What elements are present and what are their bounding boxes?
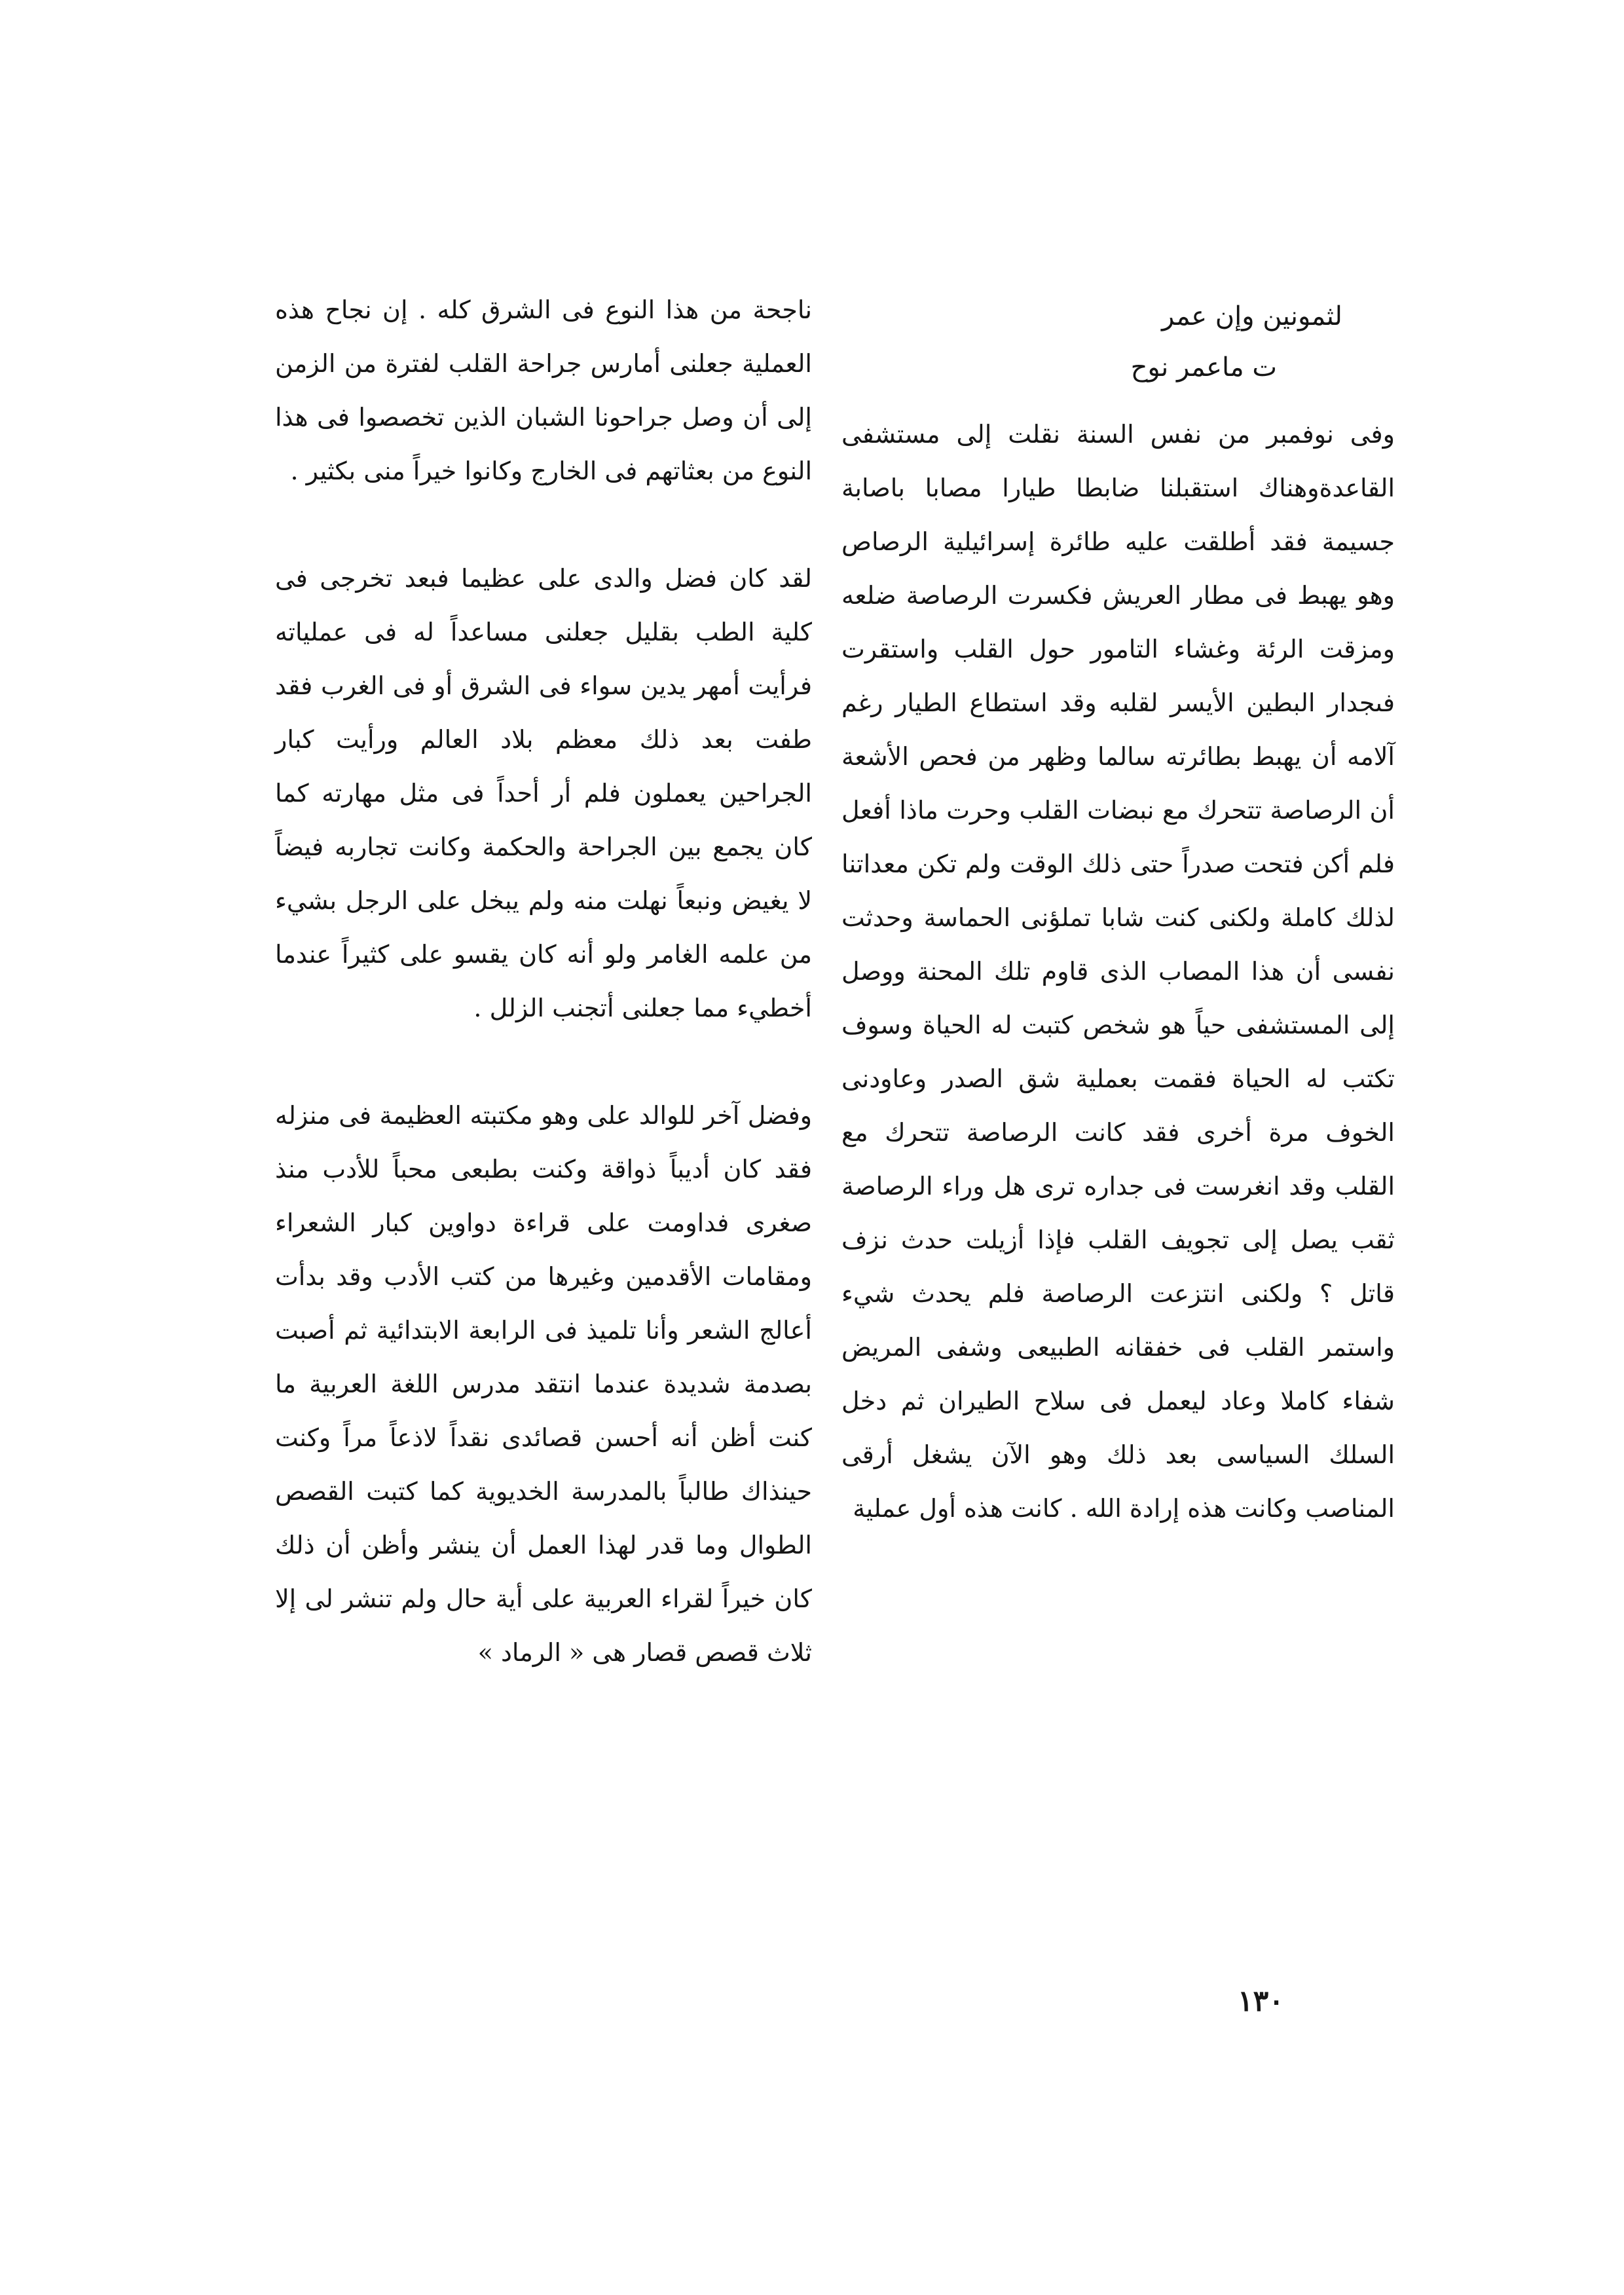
poem-heading: [841, 283, 1395, 407]
paragraph: ناجحة من هذا النوع فى الشرق كله . إن نجاح هذه العملية جعلنى أمارس جراحة القلب لفترة من الزمن إلى أن وصل جراحونا الشبان الذين تخصصوا فى هذا النوع من بعثاتهم فى الخارج وكانوا خيراً منى بكثير .: [275, 295, 812, 485]
page-number: ١٣٠: [1238, 1985, 1284, 2018]
poem-line-1: لثمونين وإن عمر: [1162, 301, 1342, 331]
right-column: [841, 283, 1395, 1535]
paragraph: وفى نوفمبر من نفس السنة نقلت إلى مستشفى القاعدةوهناك استقبلنا ضابطا طيارا مصابا باصابة جسيمة فقد أطلقت عليه طائرة إسرائيلية الرصاص وهو يهبط فى مطار العريش فكسرت الرصاصة ضلعه ومزقت الرئة وغشاء التامور حول القلب واستقرت فىجدار البطين الأيسر لقلبه وقد استطاع الطيار رغم آلامه أن يهبط بطائرته سالما وظهر من فحص الأشعة أن الرصاصة تتحرك مع نبضات القلب وحرت ماذا أفعل فلم أكن فتحت صدراً حتى ذلك الوقت ولم تكن معداتنا لذلك كاملة ولكنى كنت شابا تملؤنى الحماسة وحدثت نفسى أن هذا المصاب الذى قاوم تلك المحنة ووصل إلى المستشفى حياً هو شخص كتبت له الحياة وسوف تكتب له الحياة فقمت بعملية شق الصدر وعاودنى الخوف مرة أخرى فقد كانت الرصاصة تتحرك مع القلب وقد انغرست فى جداره ترى هل وراء الرصاصة ثقب يصل إلى تجويف القلب فإذا أزيلت حدث نزف قاتل ؟ ولكنى انتزعت الرصاصة فلم يحدث شيء واستمر القلب فى خفقانه الطبيعى وشفى المريض شفاء كاملا وعاد ليعمل فى سلاح الطيران ثم دخل السلك السياسى بعد ذلك وهو الآن يشغل أرقى المناصب وكانت هذه إرادة الله . كانت هذه أول عملية: [841, 420, 1395, 1523]
left-column: [275, 283, 812, 1679]
poem-line-2: ت ماعمر نوح: [1130, 352, 1277, 382]
paragraph: لقد كان فضل والدى على عظيما فبعد تخرجى فى كلية الطب بقليل جعلنى مساعداً له فى عملياته فرأيت أمهر يدين سواء فى الشرق أو فى الغرب فقد طفت بعد ذلك معظم بلاد العالم ورأيت كبار الجراحين يعملون فلم أر أحداً فى مثل مهارته كما كان يجمع بين الجراحة والحكمة وكانت تجاربه فيضاً لا يغيض ونبعاً نهلت منه ولم يبخل على الرجل بشيء من علمه الغامر ولو أنه كان يقسو على كثيراً عندما أخطيء مما جعلنى أتجنب الزلل .: [275, 564, 812, 1022]
paragraph: وفضل آخر للوالد على وهو مكتبته العظيمة فى منزله فقد كان أديباً ذواقة وكنت بطبعى محباً للأدب منذ صغرى فداومت على قراءة دواوين كبار الشعراء ومقامات الأقدمين وغيرها من كتب الأدب وقد بدأت أعالج الشعر وأنا تلميذ فى الرابعة الابتدائية ثم أصبت بصدمة شديدة عندما انتقد مدرس اللغة العربية ما كنت أظن أنه أحسن قصائدى نقداً لاذعاً مراً وكنت حينذاك طالباً بالمدرسة الخديوية كما كتبت القصص الطوال وما قدر لهذا العمل أن ينشر وأظن أن ذلك كان خيراً لقراء العربية على أية حال ولم تنشر لى إلا ثلاث قصص قصار هى « الرماد »: [275, 1101, 812, 1667]
